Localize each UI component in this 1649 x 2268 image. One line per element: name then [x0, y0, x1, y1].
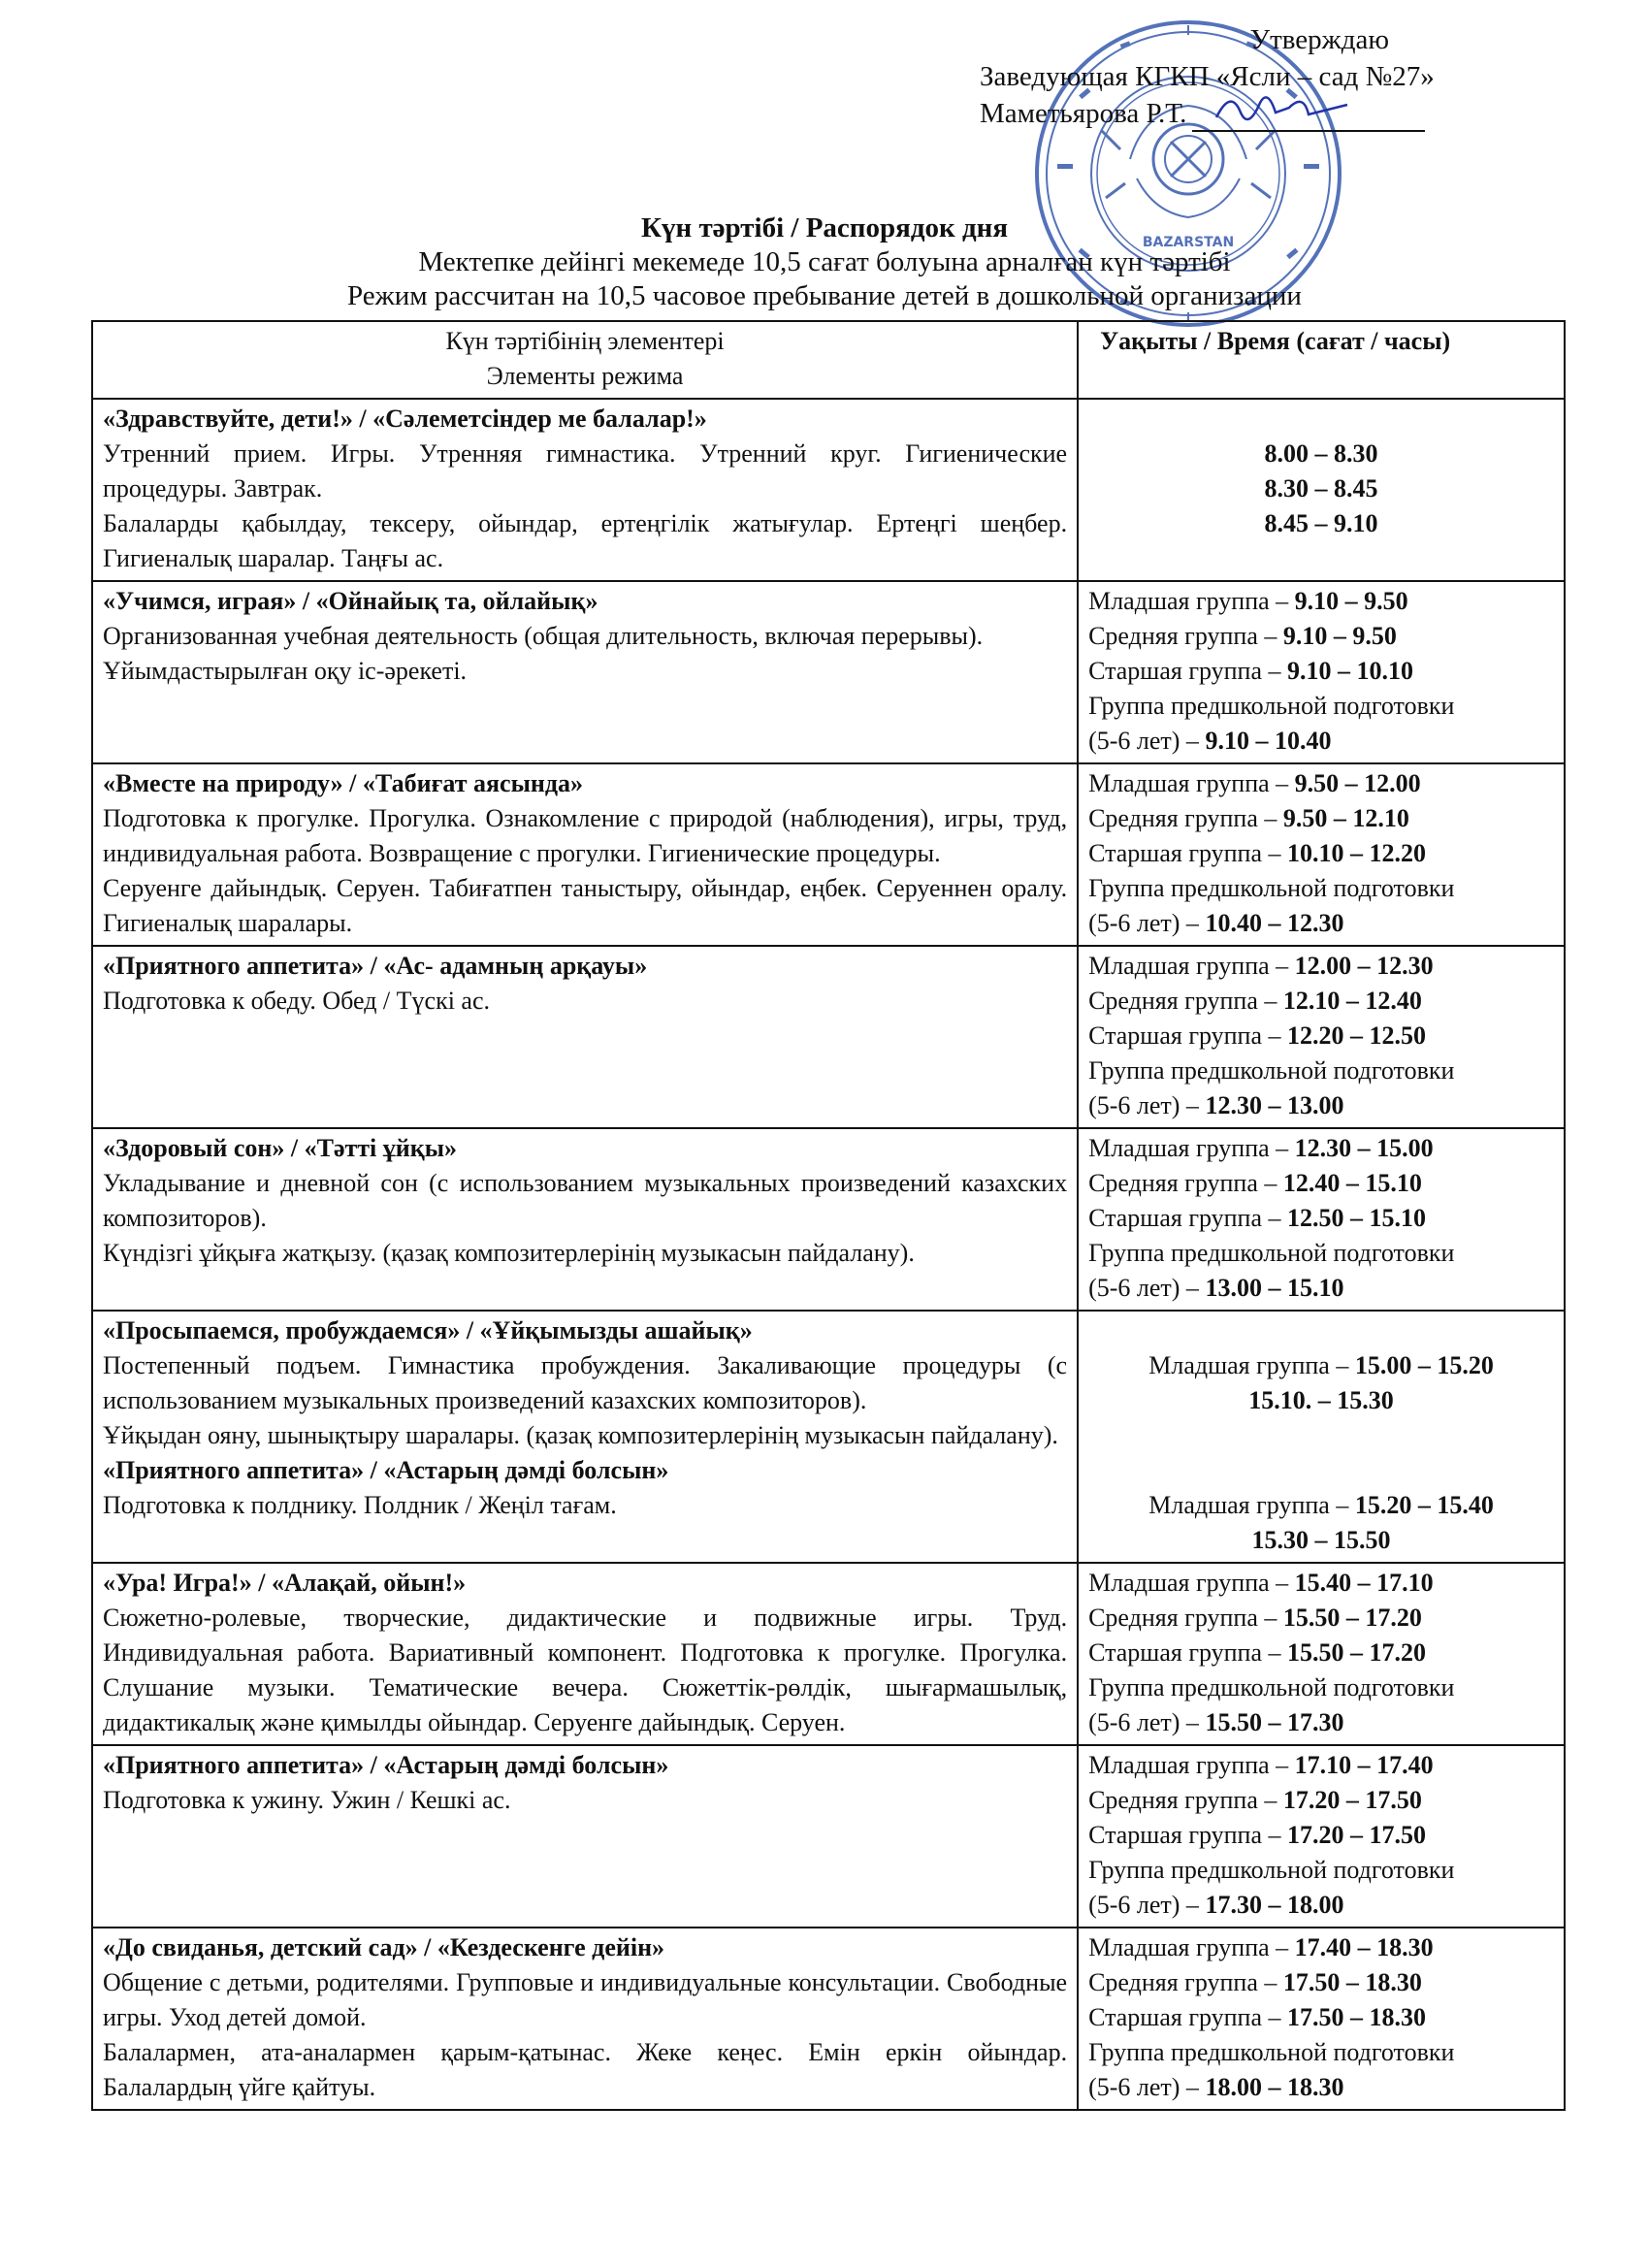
row-times	[1078, 1311, 1565, 1563]
time-line	[1088, 1201, 1554, 1236]
time-value: 12.00 – 12.30	[1294, 952, 1434, 980]
time-line	[1088, 871, 1554, 906]
signature-scribble	[1212, 83, 1367, 132]
time-line	[1088, 906, 1554, 941]
section-text: Балалармен, ата-аналармен қарым-қатынас. Жеке кеңес. Емін еркін ойындар. Балалардың үйге қайтуы.	[103, 2038, 1068, 2101]
section-text: Ұйқыдан ояну, шынықтыру шаралары. (қазақ композитерлерінің музыкасын пайдалану).	[103, 1421, 1058, 1449]
time-line	[1088, 1853, 1554, 1888]
time-line	[1088, 1705, 1554, 1740]
time-line	[1088, 1383, 1554, 1418]
group-label: Группа предшкольной подготовки	[1088, 692, 1455, 720]
group-label: (5-6 лет) –	[1088, 1891, 1206, 1919]
table-header-row	[92, 321, 1565, 399]
time-line	[1088, 619, 1554, 654]
section-text: Күндізгі ұйқыға жатқызу. (қазақ композитерлерінің музыкасын пайдалану).	[103, 1239, 915, 1267]
group-label: Старшая группа –	[1088, 1821, 1288, 1849]
time-line	[1088, 1818, 1554, 1853]
time-line	[1088, 1488, 1554, 1523]
subtitle-kz: Мектепке дейінгі мекемеде 10,5 сағат болуына арналған күн тәртібі	[418, 246, 1231, 277]
time-line	[1088, 1019, 1554, 1053]
table-row	[92, 399, 1565, 581]
group-label: (5-6 лет) –	[1088, 1708, 1206, 1736]
approval-name: Маметьярова Р.Т.	[980, 98, 1187, 129]
section-text: Подготовка к прогулке. Прогулка. Ознакомление с природой (наблюдения), игры, труд, индивидуальная работа. Возвращение с прогулки. Гигиенические процедуры.	[103, 804, 1068, 867]
row-elements	[92, 1745, 1078, 1928]
svg-text:BAZARSTAN: BAZARSTAN	[1142, 235, 1235, 250]
section-title: «Здоровый сон» / «Тәтті ұйқы»	[103, 1134, 458, 1162]
row-times	[1078, 1928, 1565, 2110]
section-title: «Просыпаемся, пробуждаемся» / «Ұйқымызды ашайық»	[103, 1316, 753, 1345]
time-value: 9.10 – 10.40	[1205, 727, 1332, 755]
row-elements	[92, 1563, 1078, 1745]
time-value: 15.50 – 17.30	[1205, 1708, 1344, 1736]
group-label: Младшая группа –	[1088, 1569, 1295, 1597]
time-line	[1088, 689, 1554, 724]
row-times	[1078, 1128, 1565, 1311]
time-value: 10.10 – 12.20	[1287, 839, 1427, 867]
time-value: 13.00 – 15.10	[1205, 1274, 1344, 1302]
header-elements	[92, 321, 1078, 399]
time-line	[1088, 1601, 1554, 1636]
section-title: «Вместе на природу» / «Табиғат аясында»	[103, 769, 584, 797]
time-line	[1088, 1088, 1554, 1123]
group-label: (5-6 лет) –	[1088, 909, 1206, 937]
time-line	[1088, 1888, 1554, 1923]
time-value: 15.00 – 15.20	[1354, 1351, 1494, 1379]
time-value: 15.10. – 15.30	[1248, 1386, 1394, 1414]
group-label: Младшая группа –	[1088, 1933, 1295, 1961]
group-label: Средняя группа –	[1088, 1604, 1283, 1632]
time-value: 17.50 – 18.30	[1282, 1968, 1422, 1996]
table-row	[92, 1928, 1565, 2110]
approval-position: Заведующая КГКП «Ясли – сад №27»	[980, 61, 1435, 92]
row-elements	[92, 763, 1078, 946]
section-text: Балаларды қабылдау, тексеру, ойындар, ертеңгілік жатығулар. Ертеңгі шеңбер. Гигиеналық шаралар. Таңғы ас.	[103, 509, 1068, 572]
group-label: (5-6 лет) –	[1088, 727, 1206, 755]
group-label: Младшая группа –	[1148, 1351, 1355, 1379]
group-label: Младшая группа –	[1088, 587, 1295, 615]
group-label: Старшая группа –	[1088, 839, 1288, 867]
group-label: (5-6 лет) –	[1088, 1091, 1206, 1119]
row-elements	[92, 399, 1078, 581]
group-label: Младшая группа –	[1088, 1751, 1295, 1779]
header-elements-kz: Күн тәртібінің элементері	[445, 327, 725, 355]
group-label: (5-6 лет) –	[1088, 2073, 1206, 2101]
time-value: 10.40 – 12.30	[1205, 909, 1344, 937]
approval-signature-line	[980, 95, 1600, 132]
time-value: 17.10 – 17.40	[1294, 1751, 1434, 1779]
time-line	[1088, 1965, 1554, 2000]
group-label: Средняя группа –	[1088, 804, 1283, 832]
time-value: 15.30 – 15.50	[1251, 1526, 1391, 1554]
section-text: Серуенге дайындық. Серуен. Табиғатпен таныстыру, ойындар, еңбек. Серуеннен оралу. Гигиеналық шаралары.	[103, 874, 1068, 937]
table-row	[92, 946, 1565, 1128]
group-label: Группа предшкольной подготовки	[1088, 1673, 1455, 1701]
time-value: 9.50 – 12.00	[1294, 769, 1421, 797]
time-value: 17.20 – 17.50	[1287, 1821, 1427, 1849]
row-times	[1078, 1563, 1565, 1745]
time-value: 18.00 – 18.30	[1205, 2073, 1344, 2101]
group-label: Средняя группа –	[1088, 622, 1283, 650]
time-value: 15.20 – 15.40	[1354, 1491, 1494, 1519]
time-line	[1088, 1566, 1554, 1601]
time-line	[1088, 1348, 1554, 1383]
section-text: Укладывание и дневной сон (с использованием музыкальных произведений казахских композиторов).	[103, 1169, 1068, 1232]
group-label: Группа предшкольной подготовки	[1088, 1239, 1455, 1267]
group-label: Младшая группа –	[1088, 952, 1295, 980]
time-value: 9.50 – 12.10	[1282, 804, 1409, 832]
subtitle-ru: Режим рассчитан на 10,5 часовое пребывание детей в дошкольной организации	[347, 280, 1302, 311]
group-label: (5-6 лет) –	[1088, 1274, 1206, 1302]
group-label: Младшая группа –	[1088, 1134, 1295, 1162]
row-elements	[92, 1311, 1078, 1563]
time-line	[1088, 1636, 1554, 1670]
section-text: Постепенный подъем. Гимнастика пробуждения. Закаливающие процедуры (с использованием музыкальных произведений казахских композиторов).	[103, 1351, 1068, 1414]
section-title: «Приятного аппетита» / «Ас- адамның арқауы»	[103, 952, 648, 980]
time-line	[1088, 766, 1554, 801]
row-elements	[92, 1928, 1078, 2110]
group-label: Средняя группа –	[1088, 1786, 1283, 1814]
table-row	[92, 581, 1565, 763]
group-label: Средняя группа –	[1088, 987, 1283, 1015]
time-value: 17.40 – 18.30	[1294, 1933, 1434, 1961]
time-value: 12.40 – 15.10	[1282, 1169, 1422, 1197]
section-title: «До свиданья, детский сад» / «Кездескенге дейін»	[103, 1933, 665, 1961]
time-line	[1088, 836, 1554, 871]
section-title: «Ура! Игра!» / «Алақай, ойын!»	[103, 1569, 467, 1597]
group-label: Старшая группа –	[1088, 1638, 1288, 1667]
group-label: Средняя группа –	[1088, 1169, 1283, 1197]
time-value: 15.50 – 17.20	[1287, 1638, 1427, 1667]
table-row	[92, 1563, 1565, 1745]
time-line	[1088, 1053, 1554, 1088]
section-text: Утренний прием. Игры. Утренняя гимнастика. Утренний круг. Гигиенические процедуры. Завтрак.	[103, 439, 1068, 502]
page-title: Күн тәртібі / Распорядок дня	[640, 212, 1009, 243]
time-line	[1088, 2035, 1554, 2070]
time-line	[1088, 654, 1554, 689]
time-value: 17.30 – 18.00	[1205, 1891, 1344, 1919]
time-value: 12.30 – 13.00	[1205, 1091, 1344, 1119]
time-line	[1088, 2070, 1554, 2105]
time-value: 9.10 – 9.50	[1294, 587, 1408, 615]
time-value: 8.45 – 9.10	[1264, 509, 1378, 537]
section-title: «Учимся, играя» / «Ойнайық та, ойлайық»	[103, 587, 598, 615]
section-text: Сюжетно-ролевые, творческие, дидактические и подвижные игры. Труд. Индивидуальная работа. Вариативный компонент. Подготовка к прогулке. Прогулка. Слушание музыки. Тематические вечера. Сюжеттік-рөлдік, шығармашылық, дидактикалық және қимылды ойындар. Серуенге дайындық. Серуен.	[103, 1604, 1068, 1736]
time-line	[1088, 2000, 1554, 2035]
time-line	[1088, 1783, 1554, 1818]
group-label: Старшая группа –	[1088, 2003, 1288, 2031]
group-label: Старшая группа –	[1088, 1021, 1288, 1050]
section-text: Подготовка к полднику. Полдник / Жеңіл тағам.	[103, 1491, 617, 1519]
time-line	[1088, 1523, 1554, 1558]
time-value: 12.10 – 12.40	[1282, 987, 1422, 1015]
time-value: 9.10 – 9.50	[1282, 622, 1397, 650]
approval-title: Утверждаю	[1249, 24, 1389, 55]
group-label: Группа предшкольной подготовки	[1088, 1856, 1455, 1884]
time-line	[1088, 1271, 1554, 1306]
approval-block	[980, 21, 1600, 132]
group-label: Группа предшкольной подготовки	[1088, 2038, 1455, 2066]
row-elements	[92, 1128, 1078, 1311]
time-line	[1088, 1930, 1554, 1965]
title-block	[0, 211, 1649, 313]
time-line	[1088, 1748, 1554, 1783]
table-row	[92, 1311, 1565, 1563]
time-value: 8.30 – 8.45	[1264, 474, 1378, 502]
time-line	[1088, 1166, 1554, 1201]
time-line	[1088, 584, 1554, 619]
group-label: Группа предшкольной подготовки	[1088, 1056, 1455, 1085]
time-value: 9.10 – 10.10	[1287, 657, 1414, 685]
time-value: 12.30 – 15.00	[1294, 1134, 1434, 1162]
signature-line	[1192, 105, 1425, 132]
section-title: «Приятного аппетита» / «Астарың дәмді болсын»	[103, 1456, 669, 1484]
time-value: 8.00 – 8.30	[1264, 439, 1378, 468]
section-text: Общение с детьми, родителями. Групповые и индивидуальные консультации. Свободные игры. Уход детей домой.	[103, 1968, 1068, 2031]
section-title: «Приятного аппетита» / «Астарың дәмді болсын»	[103, 1751, 669, 1779]
row-times	[1078, 763, 1565, 946]
row-times	[1078, 946, 1565, 1128]
section-title: «Здравствуйте, дети!» / «Сәлеметсіндер ме балалар!»	[103, 405, 707, 433]
time-value: 15.50 – 17.20	[1282, 1604, 1422, 1632]
time-line	[1088, 949, 1554, 984]
time-line	[1088, 984, 1554, 1019]
time-line	[1088, 724, 1554, 759]
section-text: Ұйымдастырылған оқу іс-әрекеті.	[103, 657, 468, 685]
time-line	[1088, 1236, 1554, 1271]
group-label: Средняя группа –	[1088, 1968, 1283, 1996]
time-line	[1088, 1131, 1554, 1166]
header-elements-ru: Элементы режима	[486, 362, 684, 390]
table-row	[92, 1128, 1565, 1311]
time-value: 12.20 – 12.50	[1287, 1021, 1427, 1050]
time-value: 17.20 – 17.50	[1282, 1786, 1422, 1814]
row-times	[1078, 581, 1565, 763]
table-row	[92, 1745, 1565, 1928]
time-line	[1088, 1670, 1554, 1705]
section-text: Организованная учебная деятельность (общая длительность, включая перерывы).	[103, 622, 984, 650]
time-value: 15.40 – 17.10	[1294, 1569, 1434, 1597]
header-time: Уақыты / Время (сағат / часы)	[1078, 321, 1565, 399]
row-times	[1078, 399, 1565, 581]
time-value: 12.50 – 15.10	[1287, 1204, 1427, 1232]
group-label: Старшая группа –	[1088, 1204, 1288, 1232]
group-label: Группа предшкольной подготовки	[1088, 874, 1455, 902]
schedule-table	[91, 320, 1566, 2111]
row-times	[1078, 1745, 1565, 1928]
group-label: Старшая группа –	[1088, 657, 1288, 685]
group-label: Младшая группа –	[1148, 1491, 1355, 1519]
time-line	[1088, 801, 1554, 836]
section-text: Подготовка к обеду. Обед / Түскі ас.	[103, 987, 491, 1015]
section-text: Подготовка к ужину. Ужин / Кешкі ас.	[103, 1786, 511, 1814]
group-label: Младшая группа –	[1088, 769, 1295, 797]
table-row	[92, 763, 1565, 946]
row-elements	[92, 581, 1078, 763]
time-value: 17.50 – 18.30	[1287, 2003, 1427, 2031]
row-elements	[92, 946, 1078, 1128]
